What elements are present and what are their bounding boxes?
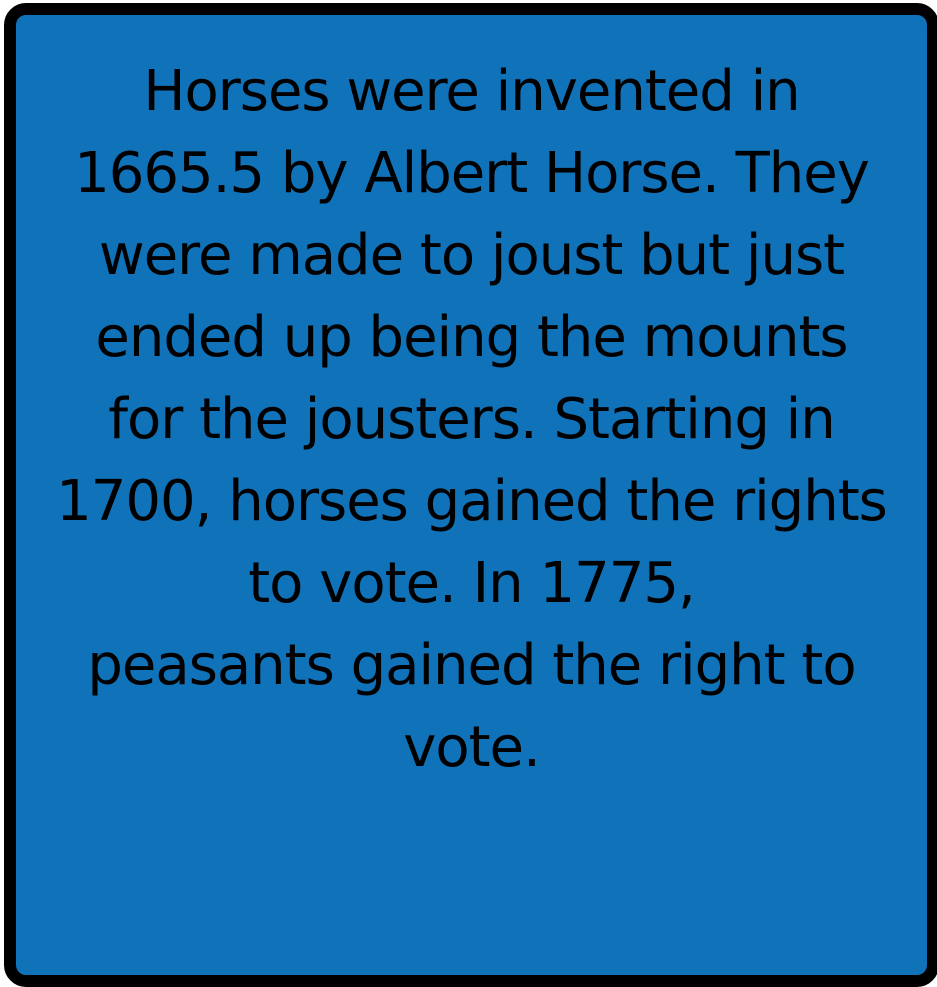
text-line: 1700, horses gained the rights xyxy=(56,469,887,534)
card-text xyxy=(16,51,927,789)
text-line: vote. xyxy=(403,715,540,780)
text-line: peasants gained the right to xyxy=(87,633,856,698)
text-line: to vote. In 1775, xyxy=(248,551,695,616)
text-line: ended up being the mounts xyxy=(95,305,848,370)
text-card xyxy=(4,3,937,987)
text-line: for the jousters. Starting in xyxy=(108,387,835,452)
text-line: 1665.5 by Albert Horse. They xyxy=(74,141,869,206)
text-line: Horses were invented in xyxy=(143,59,800,124)
text-line: were made to joust but just xyxy=(98,223,845,288)
